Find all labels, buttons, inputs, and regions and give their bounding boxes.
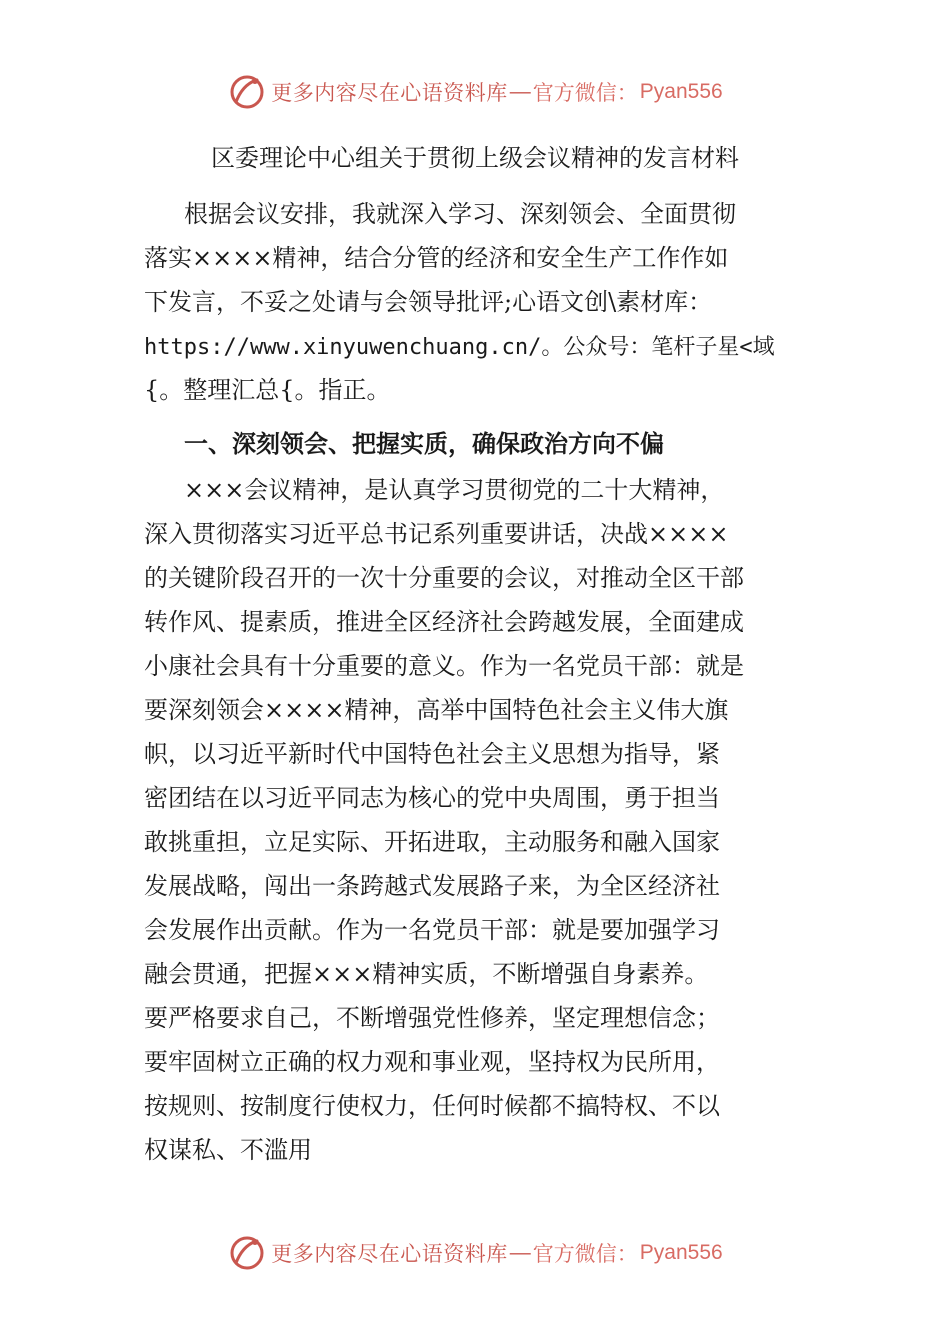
section-1-line: 要深刻领会××××精神，高举中国特色社会主义伟大旗	[144, 696, 729, 724]
section-1-line: 的关键阶段召开的一次十分重要的会议，对推动全区干部	[144, 564, 744, 592]
banner-wechat-id: Pyan556	[639, 1241, 723, 1264]
banner-wechat-label: 官方微信：	[532, 1242, 638, 1266]
banner-site-text: 更多内容尽在心语资料库	[271, 1242, 508, 1266]
intro-url-text: https://www.xinyuwenchuang.cn/。公众号：笔杆子星<域	[144, 335, 775, 360]
brand-logo-icon	[227, 72, 267, 112]
section-1-line: 转作风、提素质，推进全区经济社会跨越发展，全面建成	[144, 608, 744, 636]
intro-paragraph	[144, 192, 804, 412]
section-1-line: 密团结在以习近平同志为核心的党中央周围，勇于担当	[144, 784, 720, 812]
header-watermark-banner	[0, 70, 950, 114]
section-1-line: 要严格要求自己，不断增强党性修养，坚定理想信念；	[144, 1004, 720, 1032]
banner-wechat-label: 官方微信：	[532, 81, 638, 105]
section-1-heading: 一、深刻领会、把握实质，确保政治方向不偏	[184, 430, 664, 458]
section-1-line: 会发展作出贡献。作为一名党员干部：就是要加强学习	[144, 916, 720, 944]
section-1-line: 按规则、按制度行使权力，任何时候都不搞特权、不以	[144, 1092, 720, 1120]
section-1-line: 深入贯彻落实习近平总书记系列重要讲话，决战××××	[144, 520, 729, 548]
section-1-line: 发展战略，闯出一条跨越式发展路子来，为全区经济社	[144, 872, 720, 900]
banner-wechat-id: Pyan556	[639, 80, 723, 103]
document-title: 区委理论中心组关于贯彻上级会议精神的发言材料	[211, 144, 739, 172]
intro-line: 下发言，不妥之处请与会领导批评;心语文创\素材库：	[144, 288, 713, 316]
section-1-paragraph	[144, 468, 804, 1172]
intro-line-url	[144, 324, 804, 368]
section-1-line: 小康社会具有十分重要的意义。作为一名党员干部：就是	[144, 652, 744, 680]
section-1-line: ×××会议精神，是认真学习贯彻党的二十大精神，	[184, 476, 725, 504]
section-1-line: 要牢固树立正确的权力观和事业观，坚持权为民所用，	[144, 1048, 720, 1076]
footer-watermark-banner	[0, 1231, 950, 1275]
banner-dash: —	[509, 1241, 531, 1264]
intro-line: {。整理汇总{。指正。	[144, 376, 391, 404]
section-1-line: 融会贯通，把握×××精神实质，不断增强自身素养。	[144, 960, 709, 988]
banner-site-text: 更多内容尽在心语资料库	[271, 81, 508, 105]
intro-line: 根据会议安排，我就深入学习、深刻领会、全面贯彻	[184, 200, 736, 228]
document-body	[144, 192, 804, 1172]
section-1-line: 权谋私、不滥用	[144, 1136, 312, 1164]
section-1-line: 敢挑重担，立足实际、开拓进取，主动服务和融入国家	[144, 828, 720, 856]
section-1-line: 帜，以习近平新时代中国特色社会主义思想为指导，紧	[144, 740, 720, 768]
banner-dash: —	[509, 80, 531, 103]
intro-line: 落实××××精神，结合分管的经济和安全生产工作作如	[144, 244, 729, 272]
brand-logo-icon	[227, 1233, 267, 1273]
